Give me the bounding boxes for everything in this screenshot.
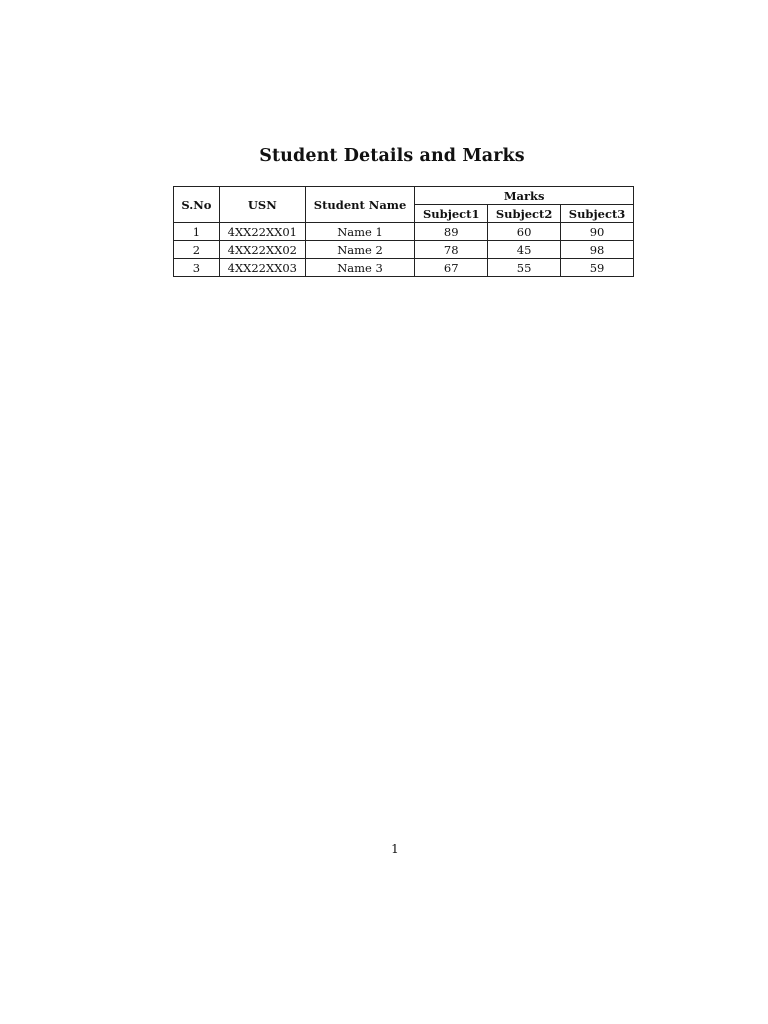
cell-subject1: 78 bbox=[415, 241, 488, 259]
cell-usn: 4XX22XX02 bbox=[219, 241, 305, 259]
cell-subject1: 89 bbox=[415, 223, 488, 241]
cell-subject3: 90 bbox=[561, 223, 634, 241]
table-header-row bbox=[174, 187, 634, 205]
cell-usn: 4XX22XX03 bbox=[219, 259, 305, 277]
student-marks-table bbox=[173, 186, 634, 277]
cell-subject2: 45 bbox=[488, 241, 561, 259]
header-sno: S.No bbox=[174, 187, 220, 223]
cell-sno: 1 bbox=[174, 223, 220, 241]
cell-subject3: 59 bbox=[561, 259, 634, 277]
cell-subject3: 98 bbox=[561, 241, 634, 259]
header-subject2: Subject2 bbox=[488, 205, 561, 223]
cell-student-name: Name 3 bbox=[305, 259, 415, 277]
cell-student-name: Name 2 bbox=[305, 241, 415, 259]
table-row bbox=[174, 241, 634, 259]
cell-sno: 2 bbox=[174, 241, 220, 259]
table-row bbox=[174, 223, 634, 241]
header-subject3: Subject3 bbox=[561, 205, 634, 223]
cell-student-name: Name 1 bbox=[305, 223, 415, 241]
header-student-name: Student Name bbox=[305, 187, 415, 223]
table-row bbox=[174, 259, 634, 277]
header-usn: USN bbox=[219, 187, 305, 223]
cell-usn: 4XX22XX01 bbox=[219, 223, 305, 241]
cell-subject1: 67 bbox=[415, 259, 488, 277]
cell-subject2: 60 bbox=[488, 223, 561, 241]
header-marks-group: Marks bbox=[415, 187, 634, 205]
page-title: Student Details and Marks bbox=[259, 146, 525, 166]
header-subject1: Subject1 bbox=[415, 205, 488, 223]
page-number: 1 bbox=[391, 842, 399, 856]
cell-sno: 3 bbox=[174, 259, 220, 277]
cell-subject2: 55 bbox=[488, 259, 561, 277]
